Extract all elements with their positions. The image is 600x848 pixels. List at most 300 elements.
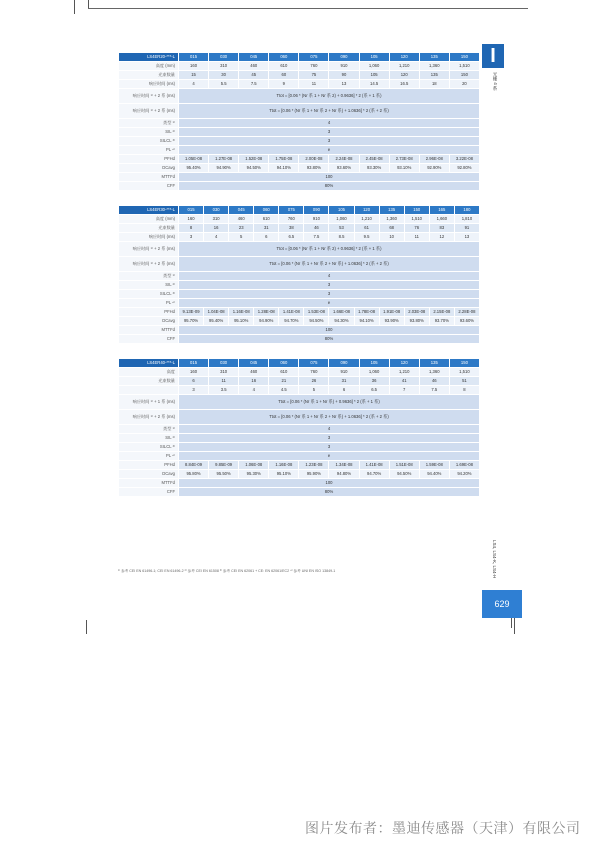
table-row <box>119 410 479 424</box>
crop-mark <box>74 0 75 14</box>
value-cell: 91 <box>455 224 479 232</box>
value-cell: 6.5 <box>279 233 303 241</box>
table-row <box>119 470 479 478</box>
row-label: 类型 ¹⁾ <box>119 119 178 127</box>
value-cell: 8.84E-09 <box>179 461 208 469</box>
table-row <box>119 434 479 442</box>
crop-mark <box>86 620 87 634</box>
value-cell: 14.5 <box>360 80 389 88</box>
value-cell: 8 <box>179 224 203 232</box>
value-cell: 3 <box>179 386 208 394</box>
value-cell: 1,510 <box>450 62 479 70</box>
table-row <box>119 290 479 298</box>
value-cell: 8 <box>450 386 479 394</box>
value-cell: 1,210 <box>390 368 419 376</box>
column-header: 060 <box>269 359 298 367</box>
row-label: PL ⁴⁾ <box>119 452 178 460</box>
table-row <box>119 335 479 343</box>
column-header: 015 <box>179 359 208 367</box>
value-cell: 7.5 <box>420 386 449 394</box>
value-cell: 910 <box>329 62 358 70</box>
value-cell: 51 <box>450 377 479 385</box>
table-row <box>119 425 479 433</box>
value-cell: 41 <box>390 377 419 385</box>
row-label: DCavg <box>119 317 178 325</box>
value-cell: 1.28E-08 <box>254 308 278 316</box>
column-header: 105 <box>360 53 389 61</box>
value-cell: 1.16E-08 <box>229 308 253 316</box>
value-cell: 1.51E-08 <box>390 461 419 469</box>
table-row <box>119 173 479 181</box>
column-header: 165 <box>430 206 454 214</box>
value-cell: 94.10% <box>355 317 379 325</box>
value-cell: 30 <box>209 71 238 79</box>
table-row <box>119 452 479 460</box>
column-header: 090 <box>329 359 358 367</box>
value-cell: 1.66E-08 <box>329 308 353 316</box>
value-cell: 1,210 <box>355 215 379 223</box>
value-cell: 68 <box>380 224 404 232</box>
table-header-row <box>119 53 479 61</box>
row-label: PFHd <box>119 155 178 163</box>
value-cell: 9.85E-09 <box>209 461 238 469</box>
value-cell: 94.90% <box>209 164 238 172</box>
model-name: LS4ER30-***-L <box>119 206 178 214</box>
value-cell: 2.24E-08 <box>329 155 358 163</box>
merged-value-cell: Ttot = [0.06 * (Nr 系 1 + Nr 系 2 + Nr 系) + 1.0636] * 2 (系 + 2 系) <box>179 104 479 118</box>
value-cell: 310 <box>209 368 238 376</box>
column-header: 030 <box>204 206 228 214</box>
value-cell: 1.27E-08 <box>209 155 238 163</box>
value-cell: 12 <box>430 233 454 241</box>
value-cell: 15 <box>179 71 208 79</box>
table-row <box>119 104 479 118</box>
column-header: 090 <box>304 206 328 214</box>
row-label: 响应时间 ¹⁾ + 1 系 (ms) <box>119 395 178 409</box>
value-cell: 1,510 <box>405 215 429 223</box>
value-cell: 94.50% <box>304 317 328 325</box>
row-label: MTTFd <box>119 479 178 487</box>
value-cell: 46 <box>420 377 449 385</box>
column-header: 135 <box>380 206 404 214</box>
value-cell: 94.70% <box>279 317 303 325</box>
row-label: PFHd <box>119 461 178 469</box>
column-header: 120 <box>355 206 379 214</box>
merged-value-cell: 3 <box>179 128 479 136</box>
value-cell: 1.41E-08 <box>360 461 389 469</box>
table-row <box>119 215 479 223</box>
value-cell: 1.41E-08 <box>279 308 303 316</box>
merged-value-cell: 4 <box>179 119 479 127</box>
value-cell: 6 <box>254 233 278 241</box>
value-cell: 4 <box>239 386 268 394</box>
merged-value-cell: 4 <box>179 272 479 280</box>
merged-value-cell: 100 <box>179 173 479 181</box>
value-cell: 310 <box>209 62 238 70</box>
value-cell: 2.03E-08 <box>405 308 429 316</box>
value-cell: 1.78E-08 <box>355 308 379 316</box>
value-cell: 94.70% <box>360 470 389 478</box>
value-cell: 16.5 <box>390 80 419 88</box>
page-number: 629 <box>482 590 522 618</box>
column-header: 150 <box>405 206 429 214</box>
row-label: SILCL ³⁾ <box>119 290 178 298</box>
value-cell: 1,360 <box>420 368 449 376</box>
value-cell: 60 <box>269 71 298 79</box>
value-cell: 83 <box>430 224 454 232</box>
row-label <box>119 386 178 394</box>
column-header: 075 <box>299 359 328 367</box>
merged-value-cell: 80% <box>179 488 479 496</box>
value-cell: 93.80% <box>299 164 328 172</box>
value-cell: 36 <box>360 377 389 385</box>
value-cell: 93.30% <box>360 164 389 172</box>
value-cell: 610 <box>269 368 298 376</box>
value-cell: 95.10% <box>229 317 253 325</box>
row-label: DCavg <box>119 470 178 478</box>
value-cell: 9.13E-09 <box>179 308 203 316</box>
value-cell: 76 <box>405 224 429 232</box>
table-row <box>119 128 479 136</box>
value-cell: 11 <box>405 233 429 241</box>
value-cell: 38 <box>279 224 303 232</box>
value-cell: 1,060 <box>360 62 389 70</box>
table-row <box>119 479 479 487</box>
value-cell: 3 <box>179 233 203 241</box>
value-cell: 16 <box>239 377 268 385</box>
row-label: CFF <box>119 335 178 343</box>
table-row <box>119 368 479 376</box>
table-row <box>119 242 479 256</box>
value-cell: 3.5 <box>209 386 238 394</box>
row-label: SILCL ³⁾ <box>119 443 178 451</box>
merged-value-cell: 80% <box>179 335 479 343</box>
merged-value-cell: Ttot = [0.06 * (Nr 系 1 + Nr 系 2 + Nr 系) + 1.0636] * 2 (系 + 2 系) <box>179 410 479 424</box>
merged-value-cell: 3 <box>179 281 479 289</box>
value-cell: 94.90% <box>254 317 278 325</box>
row-label: 响应时间 (ms) <box>119 233 178 241</box>
value-cell: 1.04E-08 <box>204 308 228 316</box>
value-cell: 9.5 <box>355 233 379 241</box>
value-cell: 5 <box>299 386 328 394</box>
value-cell: 93.10% <box>390 164 419 172</box>
merged-value-cell: 3 <box>179 434 479 442</box>
merged-value-cell: e <box>179 299 479 307</box>
value-cell: 20 <box>450 80 479 88</box>
row-label: 响应时间 (ms) <box>119 80 178 88</box>
crop-mark <box>88 0 89 8</box>
value-cell: 95.40% <box>179 164 208 172</box>
table-row <box>119 386 479 394</box>
value-cell: 760 <box>299 62 328 70</box>
row-label: 高度 (mm) <box>119 62 178 70</box>
value-cell: 1.23E-08 <box>299 461 328 469</box>
value-cell: 95.70% <box>179 317 203 325</box>
table-row <box>119 164 479 172</box>
value-cell: 4 <box>179 80 208 88</box>
value-cell: 16 <box>204 224 228 232</box>
row-label: 光束数量 <box>119 224 178 232</box>
row-label: 响应时间 ¹⁾ + 2 系 (ms) <box>119 242 178 256</box>
table-row <box>119 137 479 145</box>
value-cell: 1,660 <box>430 215 454 223</box>
value-cell: 95.50% <box>209 470 238 478</box>
table-row <box>119 80 479 88</box>
value-cell: 53 <box>329 224 353 232</box>
table-row <box>119 443 479 451</box>
table-header-row <box>119 206 479 214</box>
value-cell: 93.60% <box>329 164 358 172</box>
value-cell: 2.15E-08 <box>430 308 454 316</box>
column-header: 060 <box>254 206 278 214</box>
value-cell: 1.06E-08 <box>239 461 268 469</box>
table-row <box>119 155 479 163</box>
table-header-row <box>119 359 479 367</box>
model-name: LS4ER40-***-L <box>119 359 178 367</box>
row-label: MTTFd <box>119 173 178 181</box>
value-cell: 26 <box>299 377 328 385</box>
top-rule <box>88 8 528 9</box>
value-cell: 1.52E-08 <box>239 155 268 163</box>
column-header: 150 <box>450 53 479 61</box>
value-cell: 160 <box>179 215 203 223</box>
column-header: 135 <box>420 359 449 367</box>
value-cell: 1,810 <box>455 215 479 223</box>
value-cell: 610 <box>269 62 298 70</box>
value-cell: 1.53E-08 <box>304 308 328 316</box>
value-cell: 910 <box>304 215 328 223</box>
value-cell: 94.40% <box>420 470 449 478</box>
value-cell: 1.69E-08 <box>450 461 479 469</box>
merged-value-cell: 4 <box>179 425 479 433</box>
column-header: 045 <box>229 206 253 214</box>
value-cell: 460 <box>229 215 253 223</box>
publisher-credit: 图片发布者：墨迪传感器（天津）有限公司 <box>305 820 581 836</box>
value-cell: 13 <box>455 233 479 241</box>
row-label: CFF <box>119 488 178 496</box>
table-row <box>119 119 479 127</box>
value-cell: 8.5 <box>329 233 353 241</box>
row-label: SIL ²⁾ <box>119 128 178 136</box>
value-cell: 1,210 <box>390 62 419 70</box>
side-label-top: 光栅 4 系 <box>493 72 498 91</box>
row-label: 类型 ¹⁾ <box>119 425 178 433</box>
value-cell: 94.80% <box>329 470 358 478</box>
row-label: 响应时间 ¹⁾ + 2 系 (ms) <box>119 257 178 271</box>
merged-value-cell: e <box>179 146 479 154</box>
column-header: 030 <box>209 53 238 61</box>
row-label: 高度 <box>119 368 178 376</box>
merged-value-cell: 100 <box>179 326 479 334</box>
value-cell: 135 <box>420 71 449 79</box>
value-cell: 11 <box>299 80 328 88</box>
value-cell: 1.75E-08 <box>269 155 298 163</box>
column-header: 030 <box>209 359 238 367</box>
column-header: 015 <box>179 206 203 214</box>
merged-value-cell: Ttot = [0.06 * (Nr 系 1 + Nr 系 2 + Nr 系) + 1.0636] * 2 (系 + 2 系) <box>179 257 479 271</box>
merged-value-cell: 3 <box>179 443 479 451</box>
value-cell: 760 <box>279 215 303 223</box>
table-row <box>119 272 479 280</box>
merged-value-cell: e <box>179 452 479 460</box>
value-cell: 13 <box>329 80 358 88</box>
value-cell: 94.10% <box>269 164 298 172</box>
row-label: 光束数量 <box>119 71 178 79</box>
value-cell: 31 <box>329 377 358 385</box>
value-cell: 94.20% <box>450 470 479 478</box>
row-label: 响应时间 ¹⁾ + 2 系 (ms) <box>119 410 178 424</box>
spec-tables <box>118 52 480 511</box>
value-cell: 6 <box>179 377 208 385</box>
table-row <box>119 182 479 190</box>
row-label: SIL ²⁾ <box>119 281 178 289</box>
column-header: 105 <box>360 359 389 367</box>
value-cell: 45 <box>239 71 268 79</box>
column-header: 180 <box>455 206 479 214</box>
merged-value-cell: Ttot = [0.06 * (Nr 系 1 + Nr 系 2) + 0.9636] * 2 (系 + 1 系) <box>179 242 479 256</box>
value-cell: 93.80% <box>405 317 429 325</box>
footnote: ¹⁾ 参考 CEI EN 61496-1; CEI EN 61496-2 ²⁾ 参考 CEI EN 61508 ³⁾ 参考 CEI EN 62061 + CE: EN 62061/EC2 ⁴⁾ 参考 UNI EN ISO 13849-1 <box>118 569 336 573</box>
table-row <box>119 71 479 79</box>
column-header: 135 <box>420 53 449 61</box>
value-cell: 23 <box>229 224 253 232</box>
row-label: SILCL ³⁾ <box>119 137 178 145</box>
spec-table <box>118 205 480 344</box>
spec-table <box>118 52 480 191</box>
value-cell: 1,060 <box>360 368 389 376</box>
value-cell: 92.90% <box>420 164 449 172</box>
value-cell: 105 <box>360 71 389 79</box>
row-label: 响应时间 ¹⁾ + 2 系 (ms) <box>119 89 178 103</box>
model-name: LS4ER20-***-L <box>119 53 178 61</box>
value-cell: 6 <box>329 386 358 394</box>
value-cell: 90 <box>329 71 358 79</box>
value-cell: 21 <box>269 377 298 385</box>
value-cell: 460 <box>239 62 268 70</box>
column-header: 075 <box>299 53 328 61</box>
table-row <box>119 326 479 334</box>
table-row <box>119 317 479 325</box>
table-row <box>119 299 479 307</box>
value-cell: 7.5 <box>239 80 268 88</box>
row-label: SIL ²⁾ <box>119 434 178 442</box>
value-cell: 94.50% <box>239 164 268 172</box>
value-cell: 7 <box>390 386 419 394</box>
value-cell: 1.05E-08 <box>179 155 208 163</box>
value-cell: 1.59E-08 <box>420 461 449 469</box>
column-header: 150 <box>450 359 479 367</box>
value-cell: 5.5 <box>209 80 238 88</box>
value-cell: 93.60% <box>455 317 479 325</box>
value-cell: 75 <box>299 71 328 79</box>
value-cell: 11 <box>209 377 238 385</box>
column-header: 045 <box>239 53 268 61</box>
column-header: 120 <box>390 359 419 367</box>
value-cell: 1,510 <box>450 368 479 376</box>
value-cell: 1,060 <box>329 215 353 223</box>
spec-table <box>118 358 480 497</box>
value-cell: 2.45E-08 <box>360 155 389 163</box>
row-label: 高度 (mm) <box>119 215 178 223</box>
value-cell: 31 <box>254 224 278 232</box>
merged-value-cell: Ttot = [0.06 * (Nr 系 1 + Nr 系) + 0.9636] * 2 (系 + 1 系) <box>179 395 479 409</box>
value-cell: 10 <box>380 233 404 241</box>
merged-value-cell: Ttot = [0.06 * (Nr 系 1 + Nr 系 2) + 0.9636] * 2 (系 + 1 系) <box>179 89 479 103</box>
row-label: 响应时间 ¹⁾ + 2 系 (ms) <box>119 104 178 118</box>
merged-value-cell: 3 <box>179 290 479 298</box>
table-row <box>119 89 479 103</box>
value-cell: 1,360 <box>420 62 449 70</box>
value-cell: 1.34E-08 <box>329 461 358 469</box>
value-cell: 6.5 <box>360 386 389 394</box>
value-cell: 95.10% <box>269 470 298 478</box>
section-tab: I <box>482 44 504 68</box>
value-cell: 7.5 <box>304 233 328 241</box>
value-cell: 46 <box>304 224 328 232</box>
column-header: 045 <box>239 359 268 367</box>
table-row <box>119 395 479 409</box>
value-cell: 95.90% <box>299 470 328 478</box>
side-label-right: LS4, LS4-K, LS4-H <box>492 540 497 579</box>
row-label: 类型 ¹⁾ <box>119 272 178 280</box>
table-row <box>119 146 479 154</box>
value-cell: 2.73E-08 <box>390 155 419 163</box>
table-row <box>119 377 479 385</box>
value-cell: 94.30% <box>329 317 353 325</box>
table-row <box>119 62 479 70</box>
merged-value-cell: 80% <box>179 182 479 190</box>
value-cell: 95.30% <box>239 470 268 478</box>
column-header: 075 <box>279 206 303 214</box>
value-cell: 9 <box>269 80 298 88</box>
row-label: PFHd <box>119 308 178 316</box>
value-cell: 910 <box>329 368 358 376</box>
value-cell: 93.90% <box>380 317 404 325</box>
value-cell: 61 <box>355 224 379 232</box>
value-cell: 460 <box>239 368 268 376</box>
row-label: DCavg <box>119 164 178 172</box>
row-label: PL ⁴⁾ <box>119 146 178 154</box>
value-cell: 2.00E-08 <box>299 155 328 163</box>
row-label: MTTFd <box>119 326 178 334</box>
value-cell: 3.22E-08 <box>450 155 479 163</box>
table-row <box>119 224 479 232</box>
value-cell: 1,360 <box>380 215 404 223</box>
value-cell: 94.50% <box>390 470 419 478</box>
value-cell: 610 <box>254 215 278 223</box>
value-cell: 18 <box>420 80 449 88</box>
value-cell: 92.80% <box>450 164 479 172</box>
column-header: 105 <box>329 206 353 214</box>
column-header: 090 <box>329 53 358 61</box>
value-cell: 93.70% <box>430 317 454 325</box>
value-cell: 120 <box>390 71 419 79</box>
value-cell: 2.96E-08 <box>420 155 449 163</box>
table-row <box>119 488 479 496</box>
merged-value-cell: 100 <box>179 479 479 487</box>
value-cell: 95.40% <box>204 317 228 325</box>
value-cell: 95.80% <box>179 470 208 478</box>
value-cell: 760 <box>299 368 328 376</box>
table-row <box>119 461 479 469</box>
value-cell: 160 <box>179 368 208 376</box>
value-cell: 4.5 <box>269 386 298 394</box>
value-cell: 150 <box>450 71 479 79</box>
value-cell: 5 <box>229 233 253 241</box>
table-row <box>119 281 479 289</box>
table-row <box>119 233 479 241</box>
table-row <box>119 308 479 316</box>
